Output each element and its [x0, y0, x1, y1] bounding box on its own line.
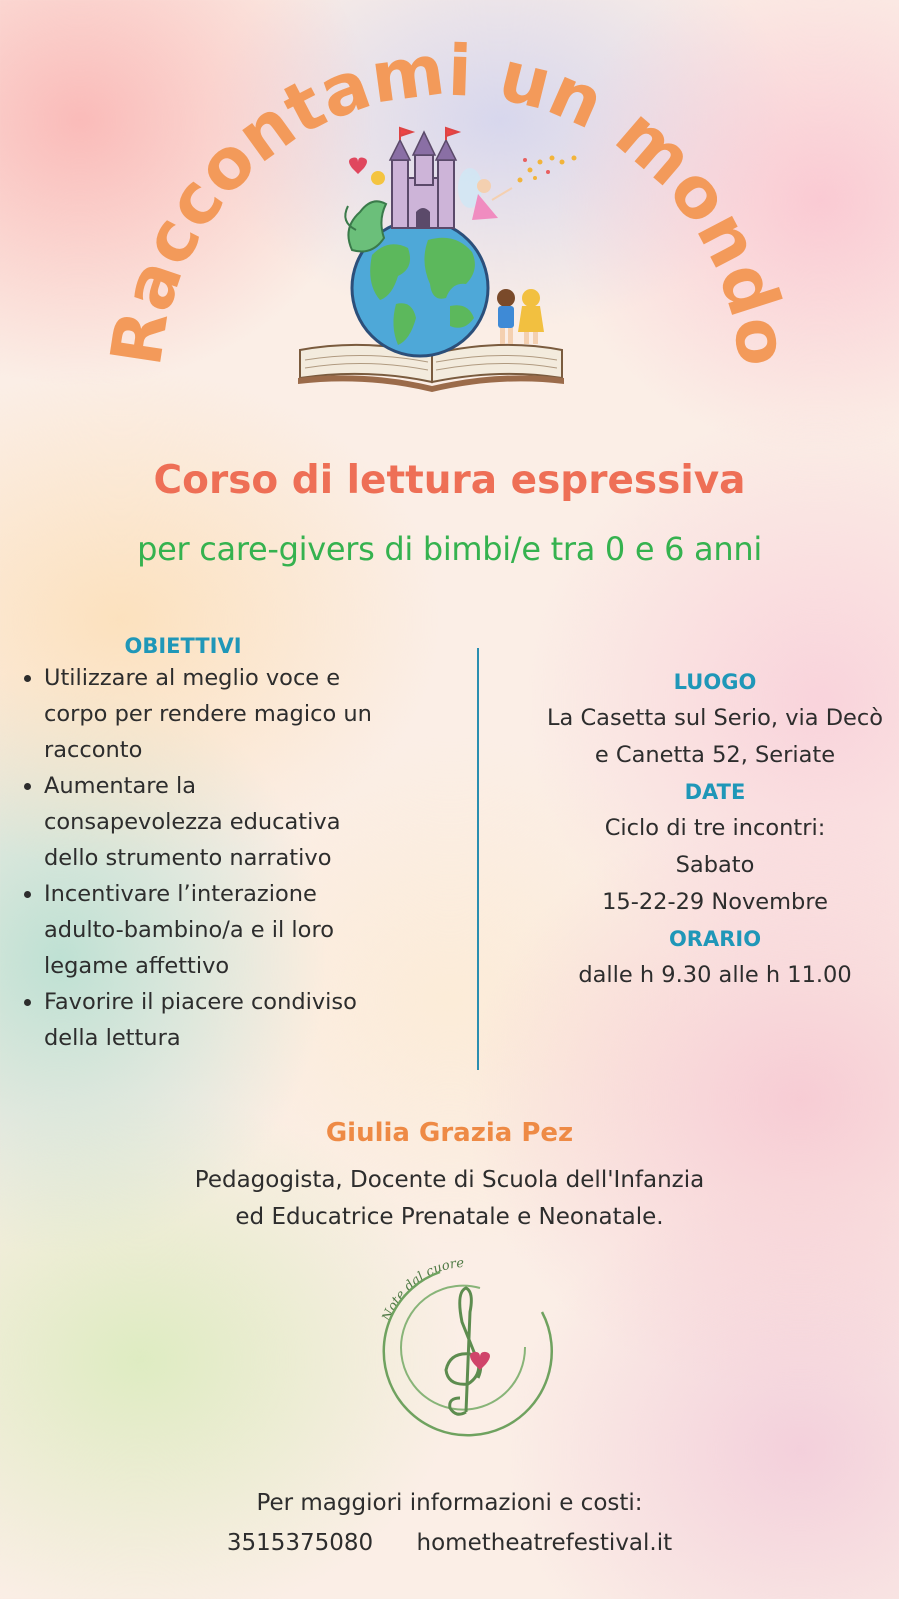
heart-icon [470, 1352, 490, 1370]
logo-ring-inner [401, 1286, 525, 1410]
time-line: dalle h 9.30 alle h 11.00 [578, 962, 852, 988]
title-arc [0, 0, 899, 460]
objectives-section [18, 634, 376, 1056]
objective-item: • Incentivare l’interazione adulto-bambino/a e il loro legame affettivo [44, 876, 376, 984]
footer-contacts [0, 1523, 899, 1563]
objectives-list [18, 660, 376, 1056]
details-section [505, 664, 899, 994]
dates-line: Sabato [675, 852, 755, 878]
dates-line: Ciclo di tre incontri: [604, 815, 826, 841]
place-heading: LUOGO [673, 670, 757, 694]
title-textpath: Raccontami un mondo [94, 28, 805, 371]
fairy-icon [458, 168, 512, 220]
dragon-icon [345, 201, 386, 251]
person-role-line: Pedagogista, Docente di Scuola dell'Infanzia [194, 1167, 705, 1193]
children-icon [497, 289, 544, 344]
place-line: La Casetta sul Serio, via Decò [546, 705, 884, 731]
bird-icon [371, 171, 385, 185]
dates-heading: DATE [684, 780, 746, 804]
dates-line: 15-22-29 Novembre [602, 889, 828, 915]
column-divider [477, 648, 479, 1070]
person-role-line: ed Educatrice Prenatale e Neonatale. [235, 1204, 664, 1230]
heart-icon [349, 158, 367, 175]
illustration [298, 128, 577, 392]
footer-website[interactable]: hometheatrefestival.it [416, 1530, 673, 1556]
objective-item: • Utilizzare al meglio voce e corpo per rendere magico un racconto [44, 660, 376, 768]
stars-icon [518, 156, 577, 183]
course-subtitle: Corso di lettura espressiva [153, 458, 746, 503]
person-name: Giulia Grazia Pez [325, 1118, 574, 1148]
castle-icon [390, 128, 458, 228]
note-dal-cuore-logo [370, 1252, 570, 1442]
footer-info: Per maggiori informazioni e costi: [256, 1490, 643, 1516]
footer [0, 1483, 899, 1563]
objectives-heading: OBIETTIVI [124, 634, 242, 658]
place-line: e Canetta 52, Seriate [594, 742, 836, 768]
treble-clef-icon [446, 1288, 481, 1414]
objective-item: • Favorire il piacere condiviso della lettura [44, 984, 376, 1056]
course-tagline: per care-givers di bimbi/e tra 0 e 6 anni [137, 530, 762, 568]
time-heading: ORARIO [668, 927, 762, 951]
objective-item: • Aumentare la consapevolezza educativa dello strumento narrativo [44, 768, 376, 876]
footer-phone[interactable]: 3515375080 [226, 1530, 374, 1556]
person-role [0, 1162, 899, 1236]
logo-text: Note dal cuore [379, 1255, 465, 1324]
